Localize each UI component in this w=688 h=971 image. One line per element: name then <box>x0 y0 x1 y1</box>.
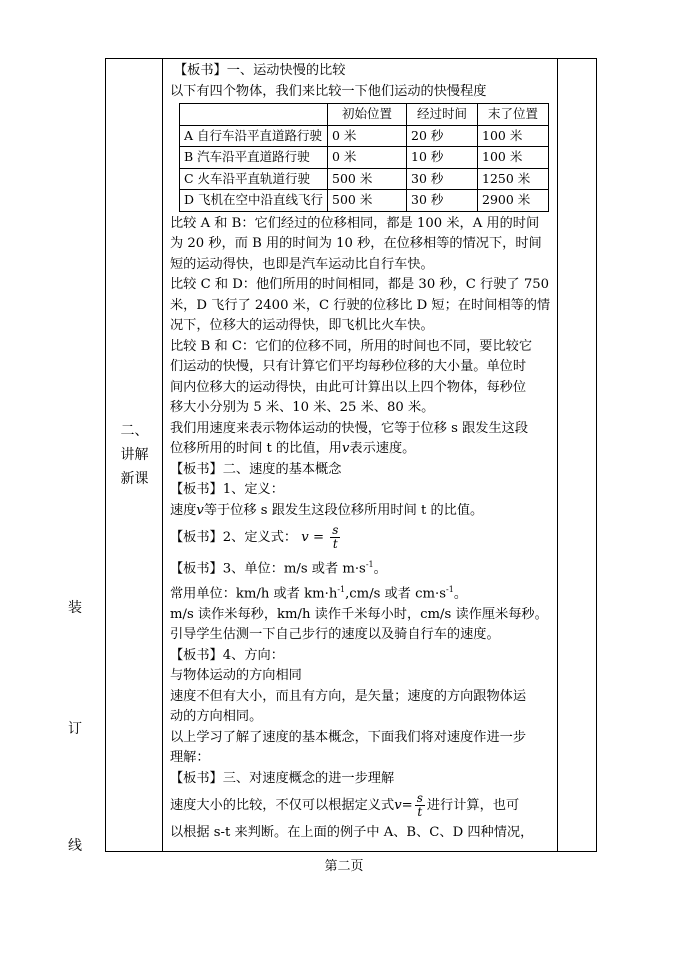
column-divider-right <box>557 59 558 851</box>
paragraph-line: 米，D 飞行了 2400 米，C 行驶的位移比 D 短；在时间相等的情 <box>170 297 551 313</box>
equals-sign: = <box>401 798 413 814</box>
table-cell: 500 米 <box>328 190 407 212</box>
paragraph-line: 短的运动得快，也即是汽车运动比自行车快。 <box>170 256 434 272</box>
text-run: 常用单位：km/h 或者 km·h <box>170 586 338 602</box>
paragraph-line <box>170 439 556 460</box>
formula-numerator: s <box>416 791 423 806</box>
table-row <box>180 147 549 169</box>
table-cell: A 自行车沿平直道路行驶 <box>180 125 328 147</box>
page-footer: 第二页 <box>324 859 364 874</box>
formula-denominator: t <box>332 537 338 551</box>
paragraph-line: 比较 B 和 C：它们的位移不同，所用的时间也不同，要比较它 <box>170 338 533 354</box>
lesson-content <box>170 61 556 844</box>
text-run: 速度大小的比较，不仅可以根据定义式 <box>170 798 395 814</box>
table-cell: C 火车沿平直轨道行驶 <box>180 168 328 190</box>
paragraph-line: m/s 读作米每秒，km/h 读作千米每小时，cm/s 读作厘米每秒。 <box>170 606 548 622</box>
paragraph-line: 们运动的快慢，只有计算它们平均每秒位移的大小量。单位时 <box>170 359 527 374</box>
text-run: ,cm/s 或者 cm·s <box>345 586 447 602</box>
table-cell: 10 秒 <box>407 147 478 169</box>
paragraph-line: 动的方向相同。 <box>170 709 263 725</box>
section-number: 二、 <box>120 423 149 439</box>
section-title-1: 讲解 <box>120 447 149 463</box>
text-run: 速度 <box>170 502 197 518</box>
heading-unit <box>170 555 556 580</box>
table-cell: 100 米 <box>478 147 549 169</box>
motion-data-table <box>179 103 549 212</box>
text-run: 表示速度。 <box>349 441 416 456</box>
text-run: 【板书】2、定义式： <box>170 530 298 545</box>
heading-velocity-concept: 【板书】二、速度的基本概念 <box>170 461 342 477</box>
equals-sign: = <box>312 530 324 545</box>
table-row <box>180 168 549 190</box>
table-header-cell: 经过时间 <box>407 104 478 126</box>
paragraph-line <box>170 789 556 823</box>
paragraph-line: 间内位移大的运动得快，由此可计算出以上四个物体，每秒位 <box>170 379 527 395</box>
velocity-symbol: v <box>341 441 350 456</box>
paragraph-line: 况下，位移大的运动得快，即飞机比火车快。 <box>170 318 434 333</box>
paragraph-line: 理解： <box>170 750 210 766</box>
superscript: -1 <box>365 560 374 569</box>
superscript: -1 <box>446 584 454 594</box>
superscript: -1 <box>337 584 346 594</box>
velocity-symbol: v <box>394 798 402 814</box>
table-cell: B 汽车沿平直道路行驶 <box>180 147 328 169</box>
paragraph-line <box>170 501 556 522</box>
paragraph-line: 移大小分别为 5 米、10 米、25 米、80 米。 <box>170 400 435 415</box>
common-units <box>170 580 556 605</box>
text-run: 。 <box>373 561 387 577</box>
binding-mark-xian: 线 <box>68 838 82 854</box>
section-label <box>106 419 163 491</box>
paragraph-line: 我们用速度来表示物体运动的快慢，它等于位移 s 跟发生这段 <box>170 420 529 436</box>
table-cell: 0 米 <box>328 125 407 147</box>
table-row <box>180 190 549 212</box>
text-run: 【板书】3、单位：m/s 或者 m·s <box>170 561 366 577</box>
heading-direction: 【板书】4、方向： <box>170 647 284 663</box>
paragraph-line: 比较 A 和 B：它们经过的位移相同，都是 100 米，A 用的时间 <box>170 215 540 231</box>
heading-comparison: 【板书】一、运动快慢的比较 <box>174 63 346 78</box>
text-run: 进行计算，也可 <box>426 798 520 814</box>
paragraph-line: 与物体运动的方向相同 <box>170 668 302 684</box>
heading-formula <box>170 521 556 555</box>
velocity-formula-fraction <box>330 524 340 551</box>
table-cell: 20 秒 <box>407 125 478 147</box>
table-cell: D 飞机在空中沿直线飞行 <box>180 190 328 212</box>
velocity-symbol: v <box>196 502 204 518</box>
heading-definition: 【板书】1、定义： <box>170 482 284 497</box>
table-cell: 100 米 <box>478 125 549 147</box>
velocity-symbol: v <box>301 530 309 545</box>
table-cell: 1250 米 <box>478 168 549 190</box>
paragraph-line: 比较 C 和 D：他们所用的时间相同，都是 30 秒，C 行驶了 750 <box>170 277 549 292</box>
table-cell: 2900 米 <box>478 190 549 212</box>
text-run: 。 <box>453 586 467 602</box>
paragraph-line: 速度不但有大小，而且有方向，是矢量；速度的方向跟物体运 <box>170 688 527 704</box>
intro-text: 以下有四个物体，我们来比较一下他们运动的快慢程度 <box>170 83 487 99</box>
table-cell: 0 米 <box>328 147 407 169</box>
paragraph-line: 引导学生估测一下自己步行的速度以及骑自行车的速度。 <box>170 627 500 643</box>
table-cell: 500 米 <box>328 168 407 190</box>
table-header-cell: 末了位置 <box>478 104 549 126</box>
binding-mark-ding: 订 <box>68 721 82 737</box>
paragraph-line: 以根据 s-t 来判断。在上面的例子中 A、B、C、D 四种情况， <box>170 825 534 841</box>
table-header-cell: 初始位置 <box>328 104 407 126</box>
binding-mark-zhuang: 装 <box>68 600 82 616</box>
heading-further-understanding: 【板书】三、对速度概念的进一步理解 <box>170 770 395 786</box>
formula-denominator: t <box>417 805 423 820</box>
table-header-cell <box>180 104 328 126</box>
text-run: 等于位移 s 跟发生这段位移所用时间 t 的比值。 <box>203 502 484 518</box>
paragraph-line: 以上学习了解了速度的基本概念，下面我们将对速度作进一步 <box>170 729 527 745</box>
section-title-2: 新课 <box>120 471 149 487</box>
lesson-table <box>105 58 597 852</box>
table-header-row <box>180 104 549 126</box>
velocity-formula-fraction <box>415 792 425 819</box>
paragraph-line: 为 20 秒，而 B 用的时间为 10 秒，在位移相等的情况下，时间 <box>170 236 542 251</box>
table-cell: 30 秒 <box>407 168 478 190</box>
table-cell: 30 秒 <box>407 190 478 212</box>
text-run: 位移所用的时间 t 的比值，用 <box>170 441 342 456</box>
table-row <box>180 125 549 147</box>
formula-numerator: s <box>332 523 339 537</box>
